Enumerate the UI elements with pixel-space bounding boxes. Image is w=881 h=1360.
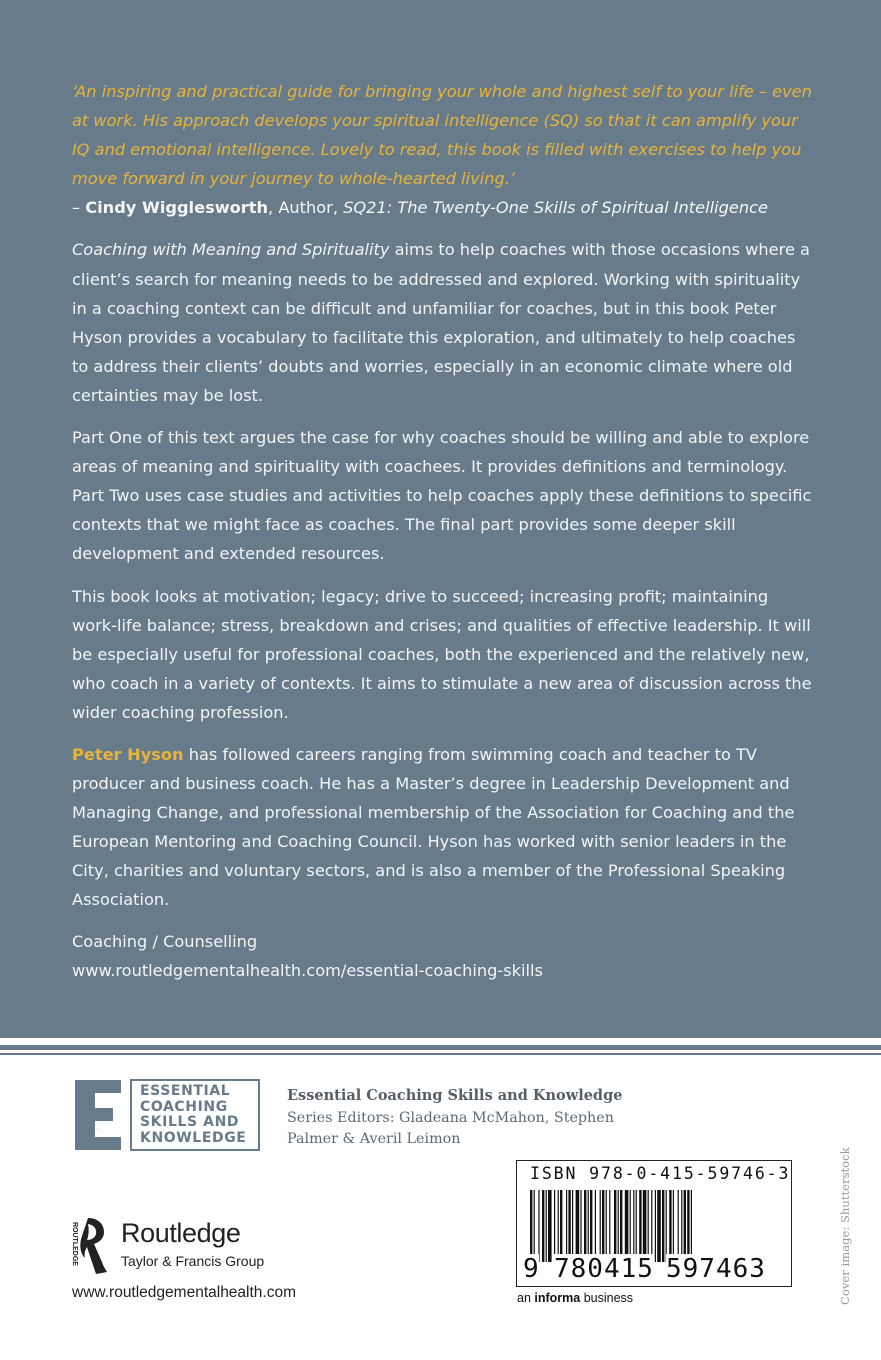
author-name: Peter Hyson [72,744,184,764]
description-paragraph-1 [72,235,812,410]
endorser-name: Cindy Wigglesworth [85,198,269,218]
series-logo-line: SKILLS AND [140,1114,240,1130]
barcode-bar [639,1190,641,1262]
barcode-bar [614,1190,616,1262]
series-logo-box [130,1079,260,1151]
book-title: Coaching with Meaning and Spirituality [72,240,390,260]
barcode-bar [566,1190,567,1262]
barcode-bar [600,1190,601,1262]
barcode-bar [633,1190,634,1262]
barcode-bar [542,1190,544,1262]
cover-image-credit: Cover image: Shutterstock [838,1147,852,1305]
barcode-bar [620,1190,622,1262]
barcode-bar [560,1190,562,1262]
separator-thick [0,1045,881,1050]
series-editors: Series Editors: Gladeana McMahon, Stephen Palmer & Averil Leimon [287,1110,614,1147]
barcode-bar [588,1190,589,1262]
barcode-bar [530,1190,532,1262]
barcode-left-group: 780415 [554,1254,654,1284]
barcode-graphic [528,1190,780,1262]
barcode-bar [548,1190,552,1262]
separator-thin [0,1053,881,1055]
series-url[interactable]: www.routledgementalhealth.com/essential-coaching-skills [72,960,543,980]
barcode-bar [595,1190,596,1262]
barcode-bar [691,1190,692,1262]
barcode-bar [609,1190,610,1262]
author-bio-text: has followed careers ranging from swimming coach and teacher to TV producer and business coach. He has a Master’s degree in Leadership Development and Managing Change, and professional membership of the Association for Coaching and the European Mentoring and Coaching Council. Hyson has worked with senior leaders in the City, charities and voluntary sectors, and is also a member of the Professional Speaking Association. [72,744,795,910]
endorsement-quote: ‘An inspiring and practical guide for bringing your whole and highest self to your life – even at work. His approach develops your spiritual intelligence (SQ) so that it can amplify your IQ and emotional intelligence. Lovely to read, this book is filled with exercises to help you move forward in your journey to whole-hearted living.’ [72,82,812,189]
publisher-website[interactable]: www.routledgementalhealth.com [72,1284,297,1301]
publisher-name: Routledge [121,1218,241,1248]
barcode-bar [687,1190,689,1262]
barcode-bar [643,1190,647,1262]
routledge-logo-icon [68,1216,108,1276]
informa-word: informa [534,1291,581,1305]
description-intro-text: aims to help coaches with those occasions where a client’s search for meaning needs to be addressed and explored. Working with spirituality in a coaching context can be difficult and unfamiliar for coaches, but in this book Peter Hyson provides a vocabulary to facilitate this exploration, and ultimately to help coaches to address their clients’ doubts and worries, especially in an economic climate where old certainties may be lost. [72,240,810,405]
endorser-role: , Author, [268,198,344,218]
series-logo-line: ESSENTIAL [140,1083,231,1099]
barcode-bar [546,1190,547,1262]
routledge-icon-label: ROUTLEDGE [71,1222,78,1266]
description-paragraph-2: Part One of this text argues the case for why coaches should be willing and able to explore areas of meaning and spirituality with coachees. It provides definitions and terminology. Part Two uses case studies and activities to help coaches apply these definitions to specific contexts that we might face as coaches. The final part provides some deeper skill development and extended resources. [72,428,812,564]
barcode-bar [651,1190,652,1262]
endorsement [72,77,812,222]
barcode-bar [636,1190,637,1262]
endorser-book: SQ21: The Twenty-One Skills of Spiritual Intelligence [343,198,768,218]
barcode-bar [568,1190,570,1262]
barcode-bar [657,1190,661,1262]
barcode-bar [666,1190,667,1262]
barcode-bar [625,1190,629,1262]
barcode-bar [590,1190,592,1262]
classification-block [72,927,812,985]
publisher-group: Taylor & Francis Group [121,1253,265,1269]
barcode-bar [673,1190,674,1262]
informa-prefix: an [517,1291,535,1305]
barcode-bar [558,1190,559,1262]
series-logo-line: COACHING [140,1098,228,1115]
barcode-bar [681,1190,682,1262]
barcode-bar [554,1190,555,1262]
cover-text [72,77,812,985]
barcode-right-group: 597463 [666,1254,766,1284]
barcode-bar [576,1190,580,1262]
series-logo-letter: E [97,1129,99,1131]
barcode-bar [684,1190,686,1262]
barcode-first-digit: 9 [523,1254,539,1284]
barcode-bar [580,1190,581,1262]
barcode-bar [618,1190,619,1262]
informa-tagline [517,1291,633,1305]
isbn-label: ISBN 978-0-415-59746-3 [530,1164,791,1183]
series-e-logo-icon [75,1080,121,1150]
description-paragraph-3: This book looks at motivation; legacy; drive to succeed; increasing profit; maintaining work-life balance; stress, breakdown and crises; and qualities of effective leadership. It will be especially useful for professional coaches, both the experienced and the relatively new, who coach in a variety of contexts. It aims to stimulate a new area of discussion across the wider coaching profession. [72,586,812,722]
barcode-bar [584,1190,586,1262]
barcode-bar [606,1190,607,1262]
barcode-bar [538,1190,539,1262]
attribution-dash: – [72,198,86,218]
barcode-bar [678,1190,679,1262]
series-logo-line: KNOWLEDGE [140,1129,247,1146]
barcode-bar [602,1190,604,1262]
barcode-bar [572,1190,573,1262]
series-title: Essential Coaching Skills and Knowledge [287,1087,623,1104]
author-bio [72,740,812,915]
barcode-bar [630,1190,631,1262]
barcode-bar [669,1190,671,1262]
subject-classification: Coaching / Counselling [72,931,258,951]
barcode-bar [662,1190,664,1262]
barcode-bar [648,1190,649,1262]
informa-suffix: business [580,1291,634,1305]
endorsement-attribution [72,198,768,217]
barcode-bar [655,1190,656,1262]
barcode-digits [516,1254,792,1286]
barcode-bar [534,1190,535,1262]
